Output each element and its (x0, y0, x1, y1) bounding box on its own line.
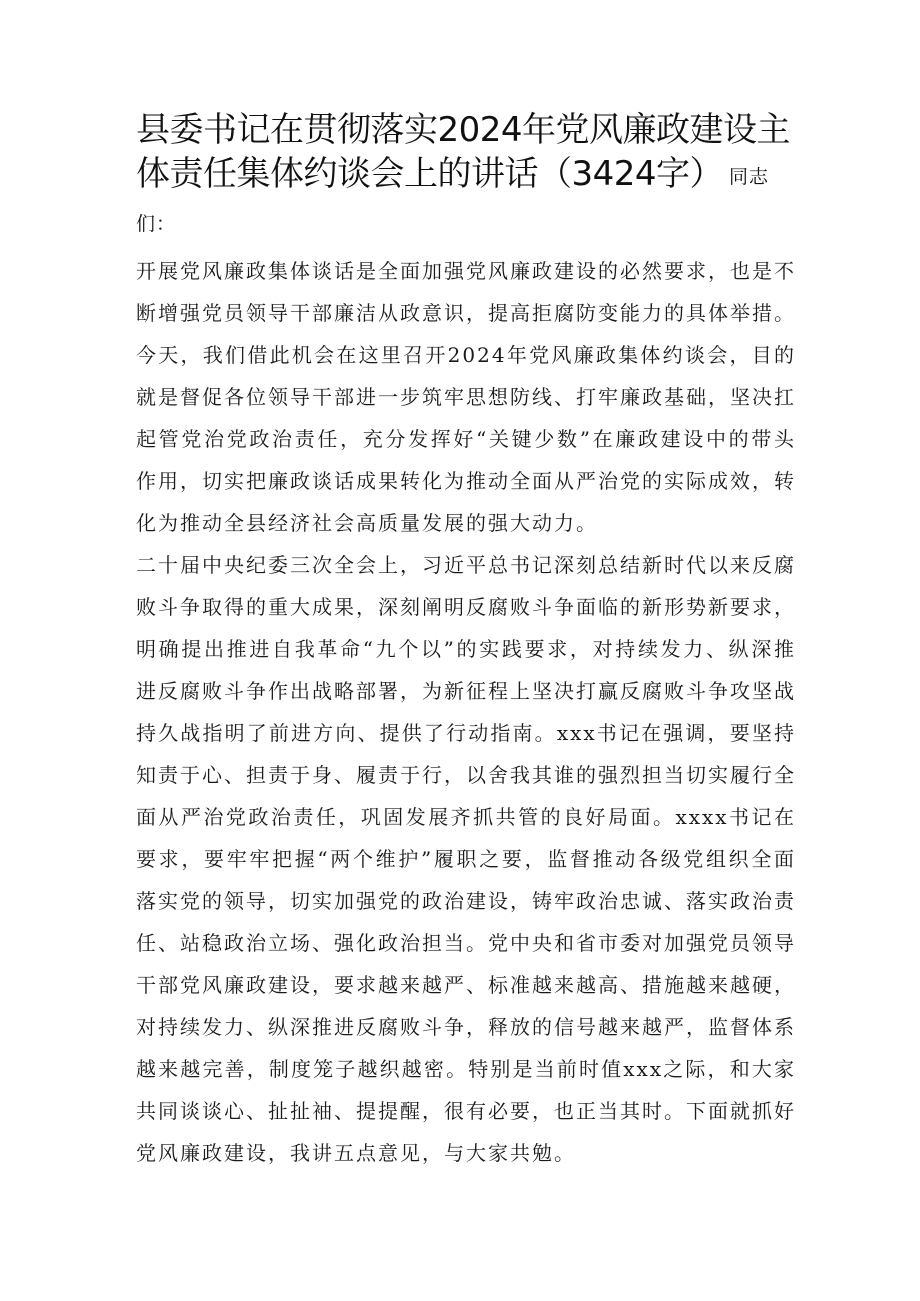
paragraph-2: 二十届中央纪委三次全会上，习近平总书记深刻总结新时代以来反腐败斗争取得的重大成果，深刻阐明反腐败斗争面临的新形势新要求，明确提出推进自我革命“九个以”的实践要求，对持续发力、纵深推进反腐败斗争作出战略部署，为新征程上坚决打赢反腐败斗争攻坚战持久战指明了前进方向、提供了行动指南。xxx书记在强调，要坚持知责于心、担责于身、履责于行，以舍我其谁的强烈担当切实履行全面从严治党政治责任，巩固发展齐抓共管的良好局面。xxxx书记在要求，要牢牢把握“两个维护”履职之要，监督推动各级党组织全面落实党的领导，切实加强党的政治建设，铸牢政治忠诚、落实政治责任、站稳政治立场、强化政治担当。党中央和省市委对加强党员领导干部党风廉政建设，要求越来越严、标准越来越高、措施越来越硬，对持续发力、纵深推进反腐败斗争，释放的信号越来越严，监督体系越来越完善，制度笼子越织越密。特别是当前时值xxx之际，和大家共同谈谈心、扯扯袖、提提醒，很有必要，也正当其时。下面就抓好党风廉政建设，我讲五点意见，与大家共勉。 (136, 553, 796, 1165)
document-body (136, 108, 796, 1174)
salutation: 同志们： (136, 166, 770, 235)
title-text: 县委书记在贯彻落实2024年党风廉政建设主体责任集体约谈会上的讲话（3424字） (136, 110, 791, 194)
document-title (136, 108, 796, 246)
paragraph-1: 开展党风廉政集体谈话是全面加强党风廉政建设的必然要求，也是不断增强党员领导干部廉洁从政意识，提高拒腐防变能力的具体举措。今天，我们借此机会在这里召开2024年党风廉政集体约谈会，目的就是督促各位领导干部进一步筑牢思想防线、打牢廉政基础，坚决扛起管党治党政治责任，充分发挥好“关键少数”在廉政建设中的带头作用，切实把廉政谈话成果转化为推动全面从严治党的实际成效，转化为推动全县经济社会高质量发展的强大动力。 (136, 259, 796, 535)
